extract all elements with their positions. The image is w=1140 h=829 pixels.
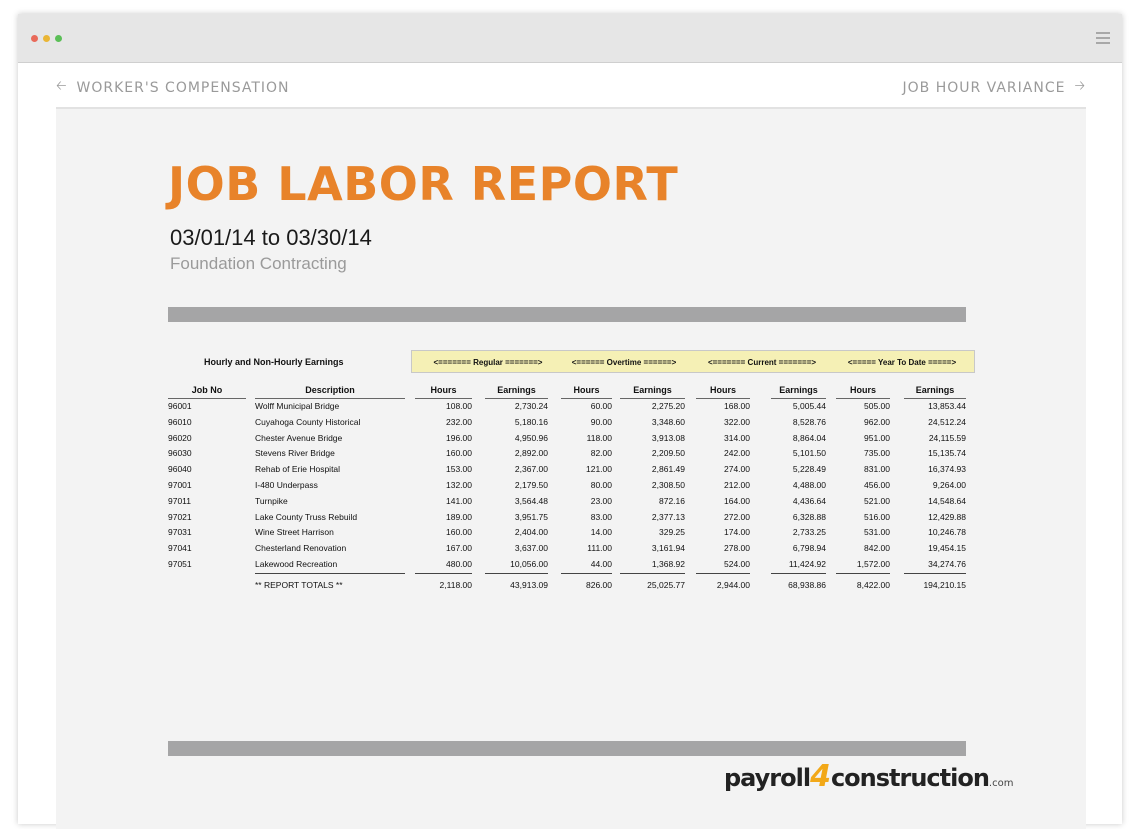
col-header-job-no: Job No [191, 385, 223, 395]
totals-rule [771, 573, 826, 574]
cell-ytd-earnings: 34,274.76 [928, 559, 966, 569]
cell-regular-earnings: 2,730.24 [514, 401, 548, 411]
total-overtime-hours: 826.00 [586, 580, 612, 590]
cell-overtime-earnings: 3,161.94 [651, 543, 685, 554]
cell-current-earnings: 2,733.25 [792, 527, 826, 538]
payroll4construction-logo [724, 759, 1013, 794]
cell-regular-earnings: 2,892.00 [514, 448, 548, 459]
cell-ytd-hours: 516.00 [864, 511, 890, 522]
cell-description: I-480 Underpass [255, 480, 318, 490]
cell-current-earnings: 11,424.92 [788, 559, 826, 569]
col-header-rule [771, 398, 826, 399]
cell-current-earnings: 5,005.44 [792, 401, 826, 411]
cell-current-earnings: 5,228.49 [792, 464, 826, 475]
cell-regular-earnings: 4,950.96 [514, 432, 548, 443]
total-current-hours: 2,944.00 [716, 580, 750, 590]
cell-current-earnings: 6,798.94 [792, 543, 826, 554]
cell-overtime-hours: 118.00 [586, 432, 612, 443]
cell-job-no: 96010 [168, 416, 192, 427]
cell-description: Chesterland Renovation [255, 543, 347, 554]
report-totals-label: ** REPORT TOTALS ** [255, 580, 343, 590]
cell-regular-hours: 153.00 [446, 464, 472, 475]
cell-description: Rehab of Erie Hospital [255, 464, 341, 475]
col-header-rule [415, 398, 472, 399]
cell-overtime-earnings: 3,913.08 [651, 432, 685, 443]
minimize-window-dot[interactable] [43, 35, 50, 42]
cell-current-hours: 212.00 [724, 480, 750, 490]
group-year-to-date: <===== Year To Date =====> [847, 358, 957, 367]
cell-ytd-earnings: 10,246.78 [928, 527, 966, 538]
cell-regular-earnings: 2,367.00 [514, 464, 548, 475]
total-ytd-hours: 8,422.00 [856, 580, 890, 590]
cell-description: Stevens River Bridge [255, 448, 335, 459]
cell-current-hours: 242.00 [724, 448, 750, 459]
prev-report-label: WORKER'S COMPENSATION [76, 80, 290, 96]
cell-regular-hours: 132.00 [446, 480, 472, 490]
arrow-left-icon: 🡠 [56, 79, 68, 94]
cell-ytd-earnings: 13,853.44 [928, 401, 966, 411]
total-current-earnings: 68,938.86 [788, 580, 826, 590]
total-regular-hours: 2,118.00 [439, 580, 472, 590]
next-report-link[interactable] [902, 77, 1086, 99]
cell-ytd-hours: 456.00 [864, 480, 890, 490]
cell-job-no: 96001 [168, 401, 192, 411]
cell-overtime-earnings: 2,861.49 [651, 464, 685, 475]
totals-rule [904, 573, 966, 574]
cell-current-hours: 168.00 [724, 401, 750, 411]
cell-regular-earnings: 3,951.75 [514, 511, 548, 522]
cell-description: Chester Avenue Bridge [255, 432, 343, 443]
cell-current-hours: 278.00 [724, 543, 750, 554]
cell-regular-earnings: 3,637.00 [514, 543, 548, 554]
cell-overtime-hours: 14.00 [590, 527, 612, 538]
cell-current-hours: 314.00 [724, 432, 750, 443]
cell-ytd-earnings: 19,454.15 [928, 543, 966, 554]
cell-regular-earnings: 10,056.00 [510, 559, 548, 569]
maximize-window-dot[interactable] [55, 35, 62, 42]
cell-description: Cuyahoga County Historical [255, 416, 361, 427]
cell-ytd-hours: 842.00 [864, 543, 890, 554]
group-current: <======= Current =======> [707, 358, 817, 367]
cell-ytd-hours: 735.00 [864, 448, 890, 459]
cell-ytd-hours: 531.00 [864, 527, 890, 538]
cell-overtime-earnings: 3,348.60 [651, 416, 685, 427]
cell-regular-hours: 160.00 [446, 527, 472, 538]
browser-window [18, 14, 1122, 824]
cell-regular-hours: 480.00 [446, 559, 472, 569]
cell-ytd-hours: 521.00 [864, 495, 890, 506]
totals-rule [415, 573, 472, 574]
cell-current-hours: 174.00 [724, 527, 750, 538]
cell-overtime-hours: 83.00 [590, 511, 612, 522]
cell-description: Wine Street Harrison [255, 527, 334, 538]
totals-rule [561, 573, 612, 574]
col-header-description: Description [305, 385, 355, 395]
cell-ytd-hours: 831.00 [864, 464, 890, 475]
cell-current-hours: 322.00 [724, 416, 750, 427]
cell-overtime-hours: 44.00 [590, 559, 612, 569]
cell-overtime-earnings: 2,209.50 [651, 448, 685, 459]
cell-overtime-earnings: 2,308.50 [651, 480, 685, 490]
cell-job-no: 96040 [168, 464, 192, 475]
cell-ytd-hours: 505.00 [864, 401, 890, 411]
cell-overtime-earnings: 329.25 [659, 527, 685, 538]
cell-description: Wolff Municipal Bridge [255, 401, 340, 411]
cell-regular-hours: 141.00 [446, 495, 472, 506]
cell-regular-hours: 167.00 [446, 543, 472, 554]
cell-ytd-earnings: 15,135.74 [928, 448, 966, 459]
cell-ytd-earnings: 12,429.88 [928, 511, 966, 522]
report-nav [56, 63, 1086, 109]
col-header-rule [168, 398, 246, 399]
total-overtime-earnings: 25,025.77 [647, 580, 685, 590]
cell-job-no: 97031 [168, 527, 192, 538]
cell-ytd-earnings: 24,512.24 [928, 416, 966, 427]
totals-rule [696, 573, 750, 574]
window-titlebar [18, 14, 1122, 63]
totals-rule [485, 573, 548, 574]
cell-overtime-earnings: 2,377.13 [651, 511, 685, 522]
cell-current-earnings: 4,436.64 [792, 495, 826, 506]
cell-description: Lake County Truss Rebuild [255, 511, 358, 522]
cell-ytd-earnings: 16,374.93 [928, 464, 966, 475]
cell-current-hours: 524.00 [724, 559, 750, 569]
cell-job-no: 97021 [168, 511, 192, 522]
cell-description: Turnpike [255, 495, 288, 506]
cell-job-no: 97051 [168, 559, 192, 569]
col-header-regular-hours: Hours [430, 385, 457, 395]
col-header-ytd-hours: Hours [849, 385, 876, 395]
cell-overtime-hours: 82.00 [590, 448, 612, 459]
cell-ytd-earnings: 14,548.64 [928, 495, 966, 506]
cell-regular-hours: 108.00 [446, 401, 472, 411]
col-header-rule [255, 398, 405, 399]
cell-ytd-hours: 1,572.00 [856, 559, 890, 569]
logo-numeral: 4 [810, 759, 831, 794]
col-header-rule [904, 398, 966, 399]
totals-rule [620, 573, 685, 574]
cell-job-no: 96030 [168, 448, 192, 459]
cell-overtime-hours: 80.00 [590, 480, 612, 490]
col-header-overtime-hours: Hours [573, 385, 600, 395]
prev-report-link[interactable] [56, 77, 290, 99]
cell-current-earnings: 8,528.76 [792, 416, 826, 427]
cell-job-no: 97011 [168, 495, 192, 506]
col-header-overtime-earnings: Earnings [633, 385, 672, 395]
cell-current-hours: 164.00 [724, 495, 750, 506]
col-header-ytd-earnings: Earnings [915, 385, 955, 395]
cell-description: Lakewood Recreation [255, 559, 338, 569]
cell-ytd-earnings: 9,264.00 [932, 480, 966, 490]
cell-current-earnings: 4,488.00 [792, 480, 826, 490]
cell-regular-hours: 232.00 [446, 416, 472, 427]
company-name: Foundation Contracting [170, 254, 347, 273]
cell-job-no: 96020 [168, 432, 192, 443]
bottom-divider-bar [168, 741, 966, 756]
cell-regular-earnings: 3,564.48 [514, 495, 548, 506]
cell-regular-hours: 160.00 [446, 448, 472, 459]
col-header-rule [561, 398, 612, 399]
cell-current-earnings: 5,101.50 [792, 448, 826, 459]
col-header-rule [696, 398, 750, 399]
cell-overtime-hours: 121.00 [586, 464, 612, 475]
next-report-label: JOB HOUR VARIANCE [902, 80, 1066, 96]
total-ytd-earnings: 194,210.15 [923, 580, 966, 590]
col-header-current-earnings: Earnings [779, 385, 818, 395]
cell-ytd-hours: 951.00 [864, 432, 890, 443]
cell-overtime-hours: 23.00 [590, 495, 612, 506]
group-overtime: <====== Overtime ======> [571, 358, 677, 367]
logo-suffix: .com [988, 778, 1014, 789]
logo-word-1: payroll [724, 764, 811, 792]
col-header-current-hours: Hours [709, 385, 736, 395]
cell-overtime-hours: 90.00 [590, 416, 612, 427]
col-header-regular-earnings: Earnings [497, 385, 536, 395]
totals-rule [255, 573, 405, 574]
logo-word-2: construction [830, 764, 989, 792]
cell-regular-hours: 189.00 [446, 511, 472, 522]
col-header-rule [485, 398, 548, 399]
cell-ytd-hours: 962.00 [864, 416, 890, 427]
cell-overtime-hours: 60.00 [590, 401, 612, 411]
cell-overtime-earnings: 872.16 [659, 495, 685, 506]
cell-current-hours: 272.00 [724, 511, 750, 522]
totals-rule [836, 573, 890, 574]
close-window-dot[interactable] [31, 35, 38, 42]
cell-current-earnings: 8,864.04 [792, 432, 826, 443]
cell-regular-earnings: 2,179.50 [514, 480, 548, 490]
group-regular: <======= Regular =======> [433, 358, 543, 367]
report-title: JOB LABOR REPORT [168, 157, 679, 211]
cell-regular-earnings: 5,180.16 [514, 416, 548, 427]
cell-regular-hours: 196.00 [446, 432, 472, 443]
column-group-band [411, 350, 975, 373]
cell-current-earnings: 6,328.88 [792, 511, 826, 522]
cell-job-no: 97001 [168, 480, 192, 490]
cell-overtime-earnings: 1,368.92 [651, 559, 685, 569]
arrow-right-icon: 🡢 [1074, 79, 1086, 94]
total-regular-earnings: 43,913.09 [510, 580, 548, 590]
section-label: Hourly and Non-Hourly Earnings [204, 357, 344, 367]
cell-job-no: 97041 [168, 543, 192, 554]
report-date-range: 03/01/14 to 03/30/14 [170, 225, 372, 250]
col-header-rule [836, 398, 890, 399]
cell-overtime-hours: 111.00 [587, 543, 612, 554]
cell-overtime-earnings: 2,275.20 [651, 401, 685, 411]
top-divider-bar [168, 307, 966, 322]
menu-icon[interactable] [1096, 32, 1110, 44]
report-preview [56, 109, 1086, 829]
cell-ytd-earnings: 24,115.59 [928, 432, 966, 443]
cell-current-hours: 274.00 [724, 464, 750, 475]
col-header-rule [620, 398, 685, 399]
cell-regular-earnings: 2,404.00 [514, 527, 548, 538]
